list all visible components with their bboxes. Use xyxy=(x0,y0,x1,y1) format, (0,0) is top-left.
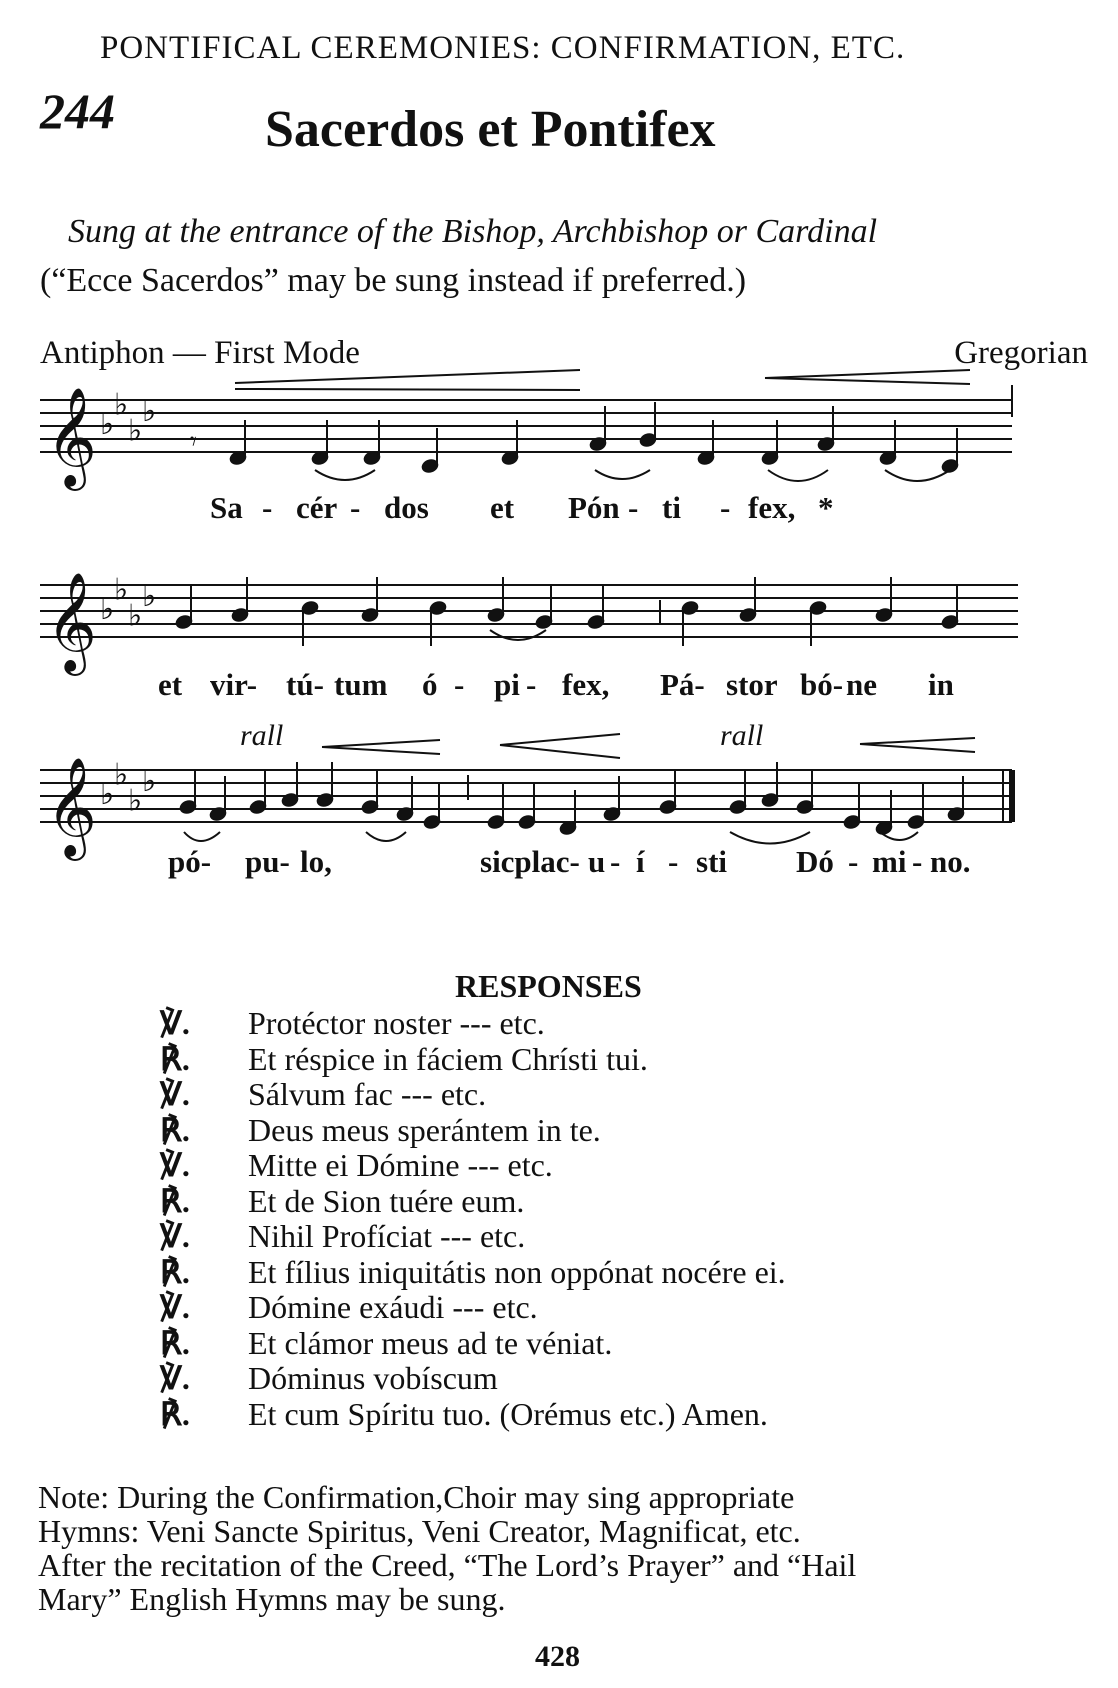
lyric-syllable: Pón xyxy=(568,490,620,525)
lyric-syllable: u xyxy=(588,844,606,879)
lyric-syllable: Dó xyxy=(796,844,834,879)
note-line: After the recitation of the Creed, “The Lord’s Prayer” and “Hail xyxy=(38,1547,857,1583)
response-item xyxy=(160,1219,786,1255)
response-text: Deus meus sperántem in te. xyxy=(248,1111,601,1148)
flat-icon: ♭ xyxy=(100,407,115,442)
rall-marking: rall xyxy=(720,719,764,752)
versicle-mark: ℣. xyxy=(160,1005,190,1041)
lyric-syllable: fex, xyxy=(562,667,610,702)
flat-icon: ♭ xyxy=(142,579,157,614)
response-text: Mitte ei Dómine --- etc. xyxy=(248,1147,553,1183)
music-score xyxy=(0,360,1118,960)
decrescendo-hairpin xyxy=(765,378,970,384)
lyric-syllable: - xyxy=(262,490,273,525)
flat-icon: ♭ xyxy=(114,387,129,423)
crescendo-hairpin xyxy=(235,370,580,383)
response-mark: ℟. xyxy=(160,1111,190,1148)
response-text: Dómine exáudi --- etc. xyxy=(248,1289,538,1325)
response-item xyxy=(160,1148,786,1184)
lyric-syllable: vir- xyxy=(210,667,258,702)
lyric-syllable: lo, xyxy=(300,844,332,879)
response-mark: ℟. xyxy=(160,1040,190,1077)
response-item xyxy=(160,1077,786,1113)
lyric-syllable: pó- xyxy=(168,844,212,879)
lyric-syllable: dos xyxy=(384,490,429,525)
response-text: Et de Sion tuére eum. xyxy=(248,1182,525,1219)
crescendo-hairpin xyxy=(500,734,620,745)
versicle-mark: ℣. xyxy=(160,1218,190,1254)
lyric-syllable: tú- xyxy=(286,667,324,702)
lyric-syllable: fex, xyxy=(748,490,796,525)
lyric-syllable: í xyxy=(636,844,645,879)
response-item xyxy=(160,1361,786,1397)
response-text: Et clámor meus ad te véniat. xyxy=(248,1324,613,1361)
crescendo-hairpin xyxy=(235,389,580,390)
slur xyxy=(366,832,406,841)
flat-icon: ♭ xyxy=(114,572,129,608)
response-item xyxy=(160,1255,786,1291)
response-item xyxy=(160,1290,786,1326)
treble-clef-icon: 𝄞 xyxy=(46,757,97,857)
lyric-syllable: et xyxy=(158,667,183,702)
response-mark: ℟. xyxy=(160,1324,190,1361)
response-item xyxy=(160,1184,786,1220)
flat-icon: ♭ xyxy=(128,413,143,449)
intro-line-1: Sung at the entrance of the Bishop, Archbishop or Cardinal xyxy=(68,213,878,250)
slur xyxy=(730,832,810,844)
lyric-syllable: - xyxy=(912,844,923,879)
mode-label: Antiphon — First Mode xyxy=(40,335,360,371)
lyric-syllable: no. xyxy=(930,844,971,879)
response-text: Et réspice in fáciem Chrísti tui. xyxy=(248,1040,648,1077)
lyric-syllable: ó xyxy=(422,667,438,702)
rall-marking: rall xyxy=(240,719,284,752)
response-text: Nihil Profíciat --- etc. xyxy=(248,1218,526,1254)
flat-icon: ♭ xyxy=(128,598,143,634)
response-item xyxy=(160,1326,786,1362)
versicle-mark: ℣. xyxy=(160,1147,190,1183)
slur xyxy=(184,832,220,841)
responses-list xyxy=(160,1006,786,1432)
decrescendo-hairpin xyxy=(322,747,440,754)
lyric-syllable: ne xyxy=(846,667,877,702)
flat-icon: ♭ xyxy=(100,777,115,812)
crescendo-hairpin xyxy=(500,745,620,758)
decrescendo-hairpin xyxy=(765,370,970,378)
response-text: Dóminus vobíscum xyxy=(248,1360,498,1396)
lyric-syllable: - xyxy=(668,844,679,879)
lyric-syllable: in xyxy=(928,667,954,702)
lyric-syllable: pu- xyxy=(245,844,290,879)
flat-icon: ♭ xyxy=(100,592,115,627)
lyric-syllable: - xyxy=(720,490,731,525)
running-header: PONTIFICAL CEREMONIES: CONFIRMATION, ETC. xyxy=(100,30,906,66)
lyric-syllable: pi xyxy=(494,667,520,702)
lyric-syllable: bó- xyxy=(800,667,844,702)
lyric-syllable: sti xyxy=(696,844,727,879)
eighth-rest-icon: 𝄾 xyxy=(190,427,197,456)
versicle-mark: ℣. xyxy=(160,1360,190,1396)
versicle-mark: ℣. xyxy=(160,1076,190,1112)
lyric-syllable: et xyxy=(490,490,515,525)
response-text: Protéctor noster --- etc. xyxy=(248,1005,545,1041)
slur xyxy=(490,630,546,640)
lyric-syllable: - xyxy=(350,490,361,525)
note-line: Hymns: Veni Sancte Spiritus, Veni Creator, Magnificat, etc. xyxy=(38,1513,801,1549)
flat-icon: ♭ xyxy=(114,757,129,793)
page-number: 428 xyxy=(535,1640,580,1673)
response-mark: ℟. xyxy=(160,1182,190,1219)
lyric-syllable: Sa xyxy=(210,490,243,525)
response-item xyxy=(160,1006,786,1042)
lyric-syllable: tum xyxy=(334,667,388,702)
response-item xyxy=(160,1113,786,1149)
hymn-number: 244 xyxy=(40,83,115,139)
flat-icon: ♭ xyxy=(142,764,157,799)
note-line: Mary” English Hymns may be sung. xyxy=(38,1581,506,1617)
note-line: Note: During the Confirmation,Choir may sing appropriate xyxy=(38,1479,795,1515)
response-text: Sálvum fac --- etc. xyxy=(248,1076,487,1112)
decrescendo-hairpin xyxy=(860,738,975,744)
response-mark: ℟. xyxy=(160,1253,190,1290)
response-item xyxy=(160,1042,786,1078)
decrescendo-hairpin xyxy=(322,740,440,747)
response-mark: ℟. xyxy=(160,1395,190,1432)
response-text: Et cum Spíritu tuo. (Orémus etc.) Amen. xyxy=(248,1395,768,1432)
lyric-syllable: - xyxy=(454,667,465,702)
style-label: Gregorian xyxy=(954,335,1088,371)
slur xyxy=(595,470,650,479)
lyric-syllable: cér xyxy=(296,490,338,525)
intro-line-2: (“Ecce Sacerdos” may be sung instead if preferred.) xyxy=(40,262,747,299)
slur xyxy=(885,470,950,481)
responses-heading: RESPONSES xyxy=(455,968,642,1004)
performance-note xyxy=(38,1480,856,1616)
lyric-syllable: ti xyxy=(662,490,681,525)
lyric-syllable: - xyxy=(628,490,639,525)
lyric-syllable: mi xyxy=(872,844,907,879)
lyric-syllable: - xyxy=(610,844,621,879)
lyric-syllable: - xyxy=(526,667,537,702)
hymn-title: Sacerdos et Pontifex xyxy=(265,101,716,158)
lyric-syllable: - xyxy=(848,844,859,879)
lyric-syllable: stor xyxy=(726,667,778,702)
treble-clef-icon: 𝄞 xyxy=(46,572,97,672)
slur xyxy=(315,470,375,480)
flat-icon: ♭ xyxy=(142,394,157,429)
treble-clef-icon: 𝄞 xyxy=(46,387,97,487)
response-item xyxy=(160,1397,786,1433)
lyric-syllable: sicplac- xyxy=(480,844,580,879)
lyric-syllable: Pá- xyxy=(660,667,705,702)
decrescendo-hairpin xyxy=(860,744,975,752)
response-text: Et fílius iniquitátis non oppónat nocére ei. xyxy=(248,1253,786,1290)
flat-icon: ♭ xyxy=(128,783,143,819)
versicle-mark: ℣. xyxy=(160,1289,190,1325)
slur xyxy=(768,470,828,481)
lyric-syllable: * xyxy=(818,490,834,525)
